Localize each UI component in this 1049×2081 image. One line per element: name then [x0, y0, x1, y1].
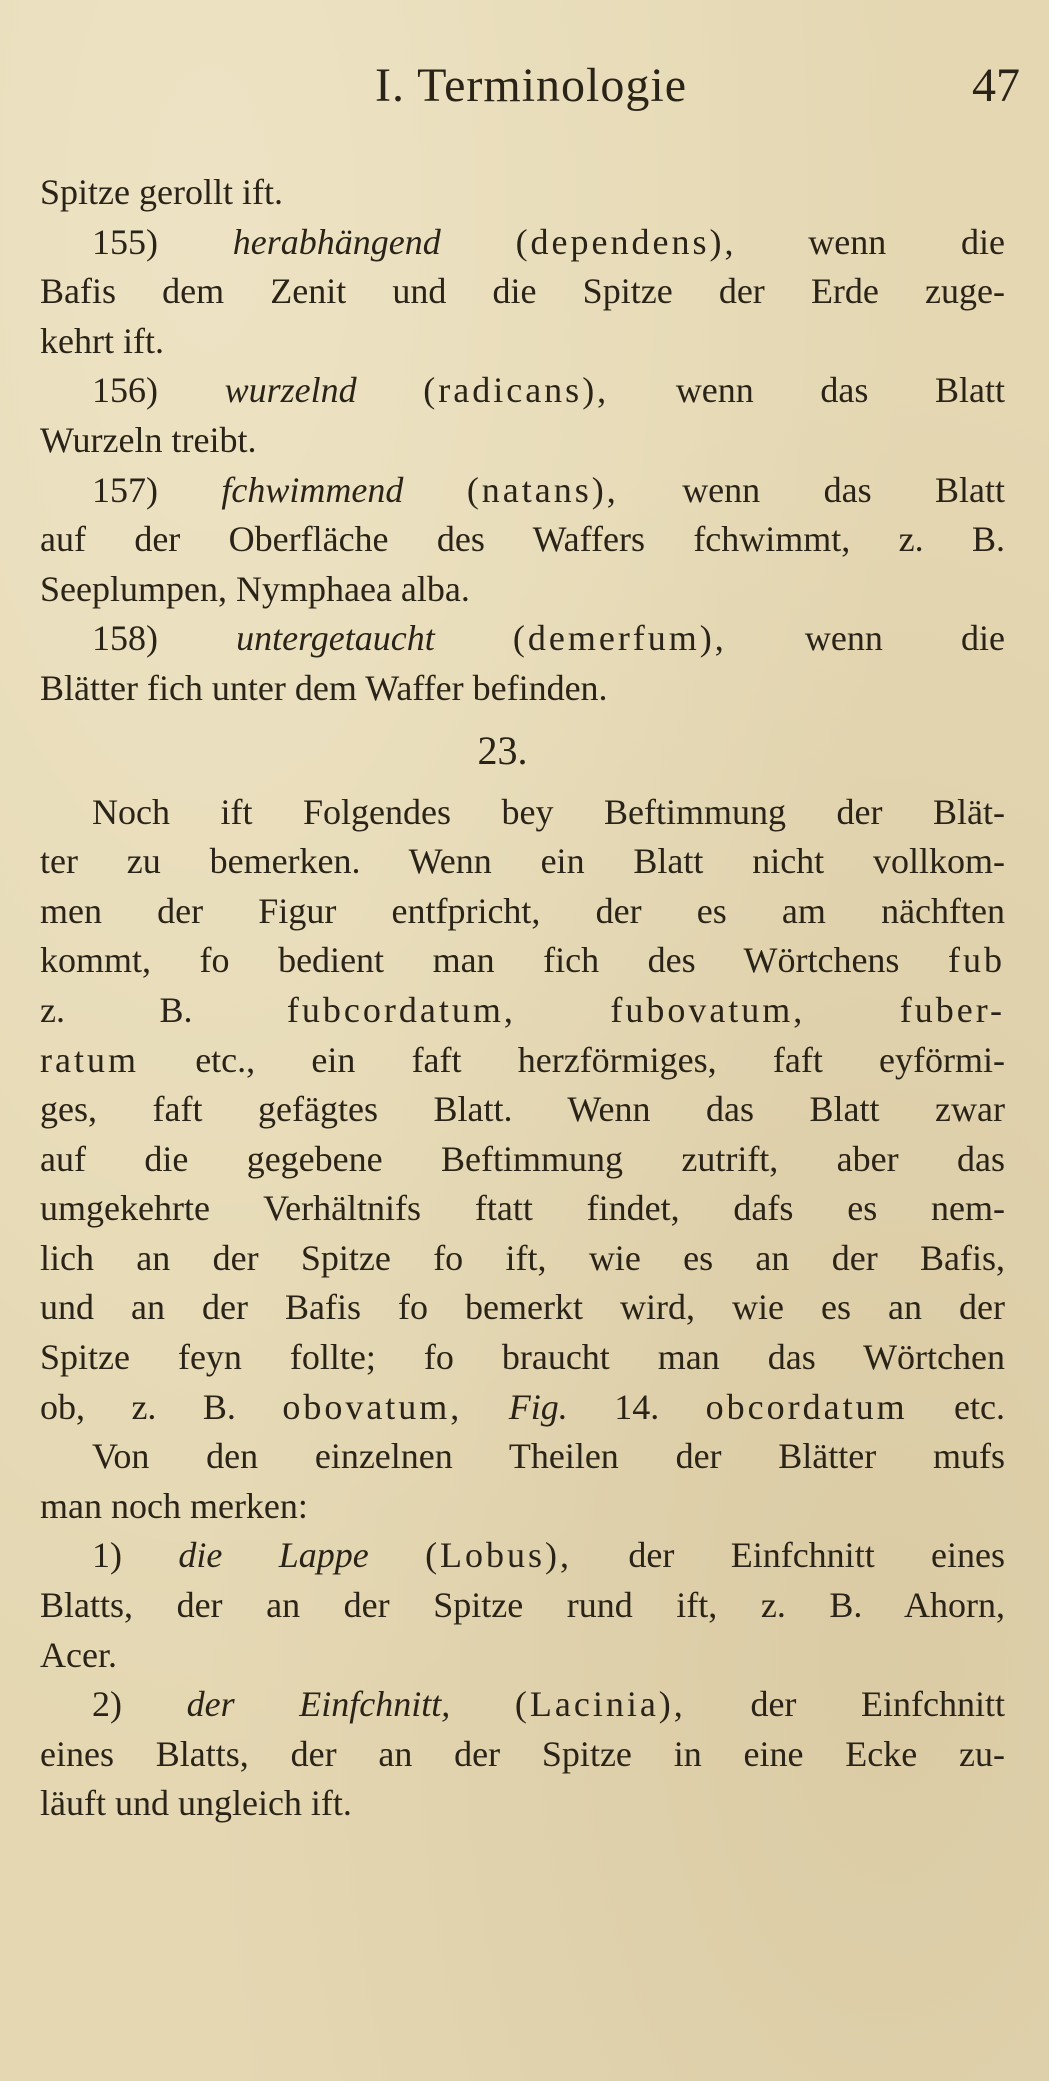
paragraph-line-4	[40, 936, 1005, 986]
line-text: 14.	[567, 1386, 706, 1427]
entry-term: untergetaucht	[236, 618, 435, 659]
paragraph-line-9: umgekehrte Verhältnifs ftatt findet, dafs es nem-	[40, 1188, 1005, 1229]
spaced-term: ratum	[40, 1039, 139, 1080]
paragraph2-line-2: man noch merken:	[40, 1485, 308, 1526]
entry-number: 155)	[92, 221, 158, 262]
line-text: kommt, fo bedient man fich des Wörtchens	[40, 940, 948, 981]
item-term: die Lappe	[178, 1535, 369, 1576]
entry-text: wenn das Blatt	[682, 469, 1005, 510]
paragraph-line-6	[40, 1036, 1005, 1086]
section-number: 23.	[477, 727, 528, 773]
entry-156-line-2: Wurzeln treibt.	[40, 419, 257, 460]
entry-155-line-3: kehrt ift.	[40, 320, 164, 361]
item-term: der Einfchnitt,	[186, 1684, 451, 1725]
paragraph-line-13	[40, 1383, 1005, 1433]
item-1-line-2: Blatts, der an der Spitze rund ift, z. B. Ahorn,	[40, 1585, 1005, 1626]
item-2-line-2: eines Blatts, der an der Spitze in eine Ecke zu-	[40, 1733, 1005, 1774]
entry-157-line-2: auf der Oberfläche des Waffers fchwimmt, z. B.	[40, 519, 1005, 560]
paragraph-line-2: ter zu bemerken. Wenn ein Blatt nicht vollkom-	[40, 841, 1005, 882]
paragraph-line-11: und an der Bafis fo bemerkt wird, wie es an der	[40, 1287, 1005, 1328]
entry-number: 158)	[92, 618, 158, 659]
paragraph-line-12: Spitze feyn follte; fo braucht man das Wörtchen	[40, 1337, 1005, 1378]
paragraph-line-3: men der Figur entfpricht, der es am nächften	[40, 890, 1005, 931]
spaced-term: fubovatum,	[610, 989, 806, 1030]
line-text: ob, z. B.	[40, 1386, 283, 1427]
item-2-line-3: läuft und ungleich ift.	[40, 1783, 352, 1824]
paragraph-line-10: lich an der Spitze fo ift, wie es an der Bafis,	[40, 1237, 1005, 1278]
entry-158-line-1	[40, 614, 1005, 664]
entry-number: 156)	[92, 370, 158, 411]
paragraph2-line-1: Von den einzelnen Theilen der Blätter mufs	[92, 1436, 1005, 1477]
entry-text: wenn das Blatt	[675, 370, 1005, 411]
body-text	[40, 168, 1005, 1829]
entry-latin: (dependens)	[515, 221, 725, 262]
entry-158-line-2: Blätter fich unter dem Waffer befinden.	[40, 667, 608, 708]
carryover-line: Spitze gerollt ift.	[40, 172, 283, 212]
entry-latin: (natans),	[466, 469, 619, 510]
entry-term: fchwimmend	[221, 469, 404, 510]
paragraph-line-1: Noch ift Folgendes bey Beftimmung der Blät-	[92, 791, 1005, 832]
entry-term: herabhängend	[232, 221, 441, 262]
item-1-line-3: Acer.	[40, 1634, 117, 1675]
spaced-term: fubcordatum,	[286, 989, 516, 1030]
line-text: etc.	[907, 1386, 1005, 1427]
line-text: etc., ein faft herzförmiges, faft eyförmi-	[138, 1039, 1005, 1080]
item-latin: (Lobus),	[425, 1535, 573, 1576]
entry-text: , wenn die	[724, 221, 1005, 262]
item-2-line-1	[40, 1680, 1005, 1730]
spaced-term: fub	[948, 940, 1005, 981]
running-head	[40, 58, 1020, 128]
spaced-term: obcordatum	[705, 1386, 908, 1427]
entry-term: wurzelnd	[224, 370, 357, 411]
entry-latin: (demerfum),	[512, 618, 727, 659]
line-text: z. B.	[40, 989, 287, 1030]
paragraph-line-5	[40, 986, 1005, 1036]
paragraph-line-7: ges, faft gefägtes Blatt. Wenn das Blatt zwar	[40, 1089, 1005, 1130]
entry-157-line-3: Seeplumpen, Nymphaea alba.	[40, 568, 470, 609]
entry-155-line-2: Bafis dem Zenit und die Spitze der Erde zuge-	[40, 271, 1005, 312]
entry-number: 157)	[92, 469, 158, 510]
page-number: 47	[972, 59, 1020, 112]
item-text: der Einfchnitt eines	[628, 1535, 1005, 1576]
figure-reference: Fig.	[508, 1386, 568, 1427]
spaced-term: obovatum,	[282, 1386, 463, 1427]
entry-157-line-1	[40, 466, 1005, 516]
item-text: der Einfchnitt	[750, 1684, 1005, 1725]
item-latin: (Lacinia),	[514, 1684, 686, 1725]
entry-155-line-1	[40, 218, 1005, 268]
item-1-line-1	[40, 1531, 1005, 1581]
running-head-title: I. Terminologie	[375, 59, 688, 112]
entry-latin: (radicans),	[423, 370, 610, 411]
entry-156-line-1	[40, 366, 1005, 416]
item-number: 1)	[92, 1535, 122, 1576]
spaced-term: fuber-	[899, 989, 1005, 1030]
entry-text: wenn die	[804, 618, 1005, 659]
paragraph-line-8: auf die gegebene Beftimmung zutrift, aber das	[40, 1138, 1005, 1179]
item-number: 2)	[92, 1684, 122, 1725]
